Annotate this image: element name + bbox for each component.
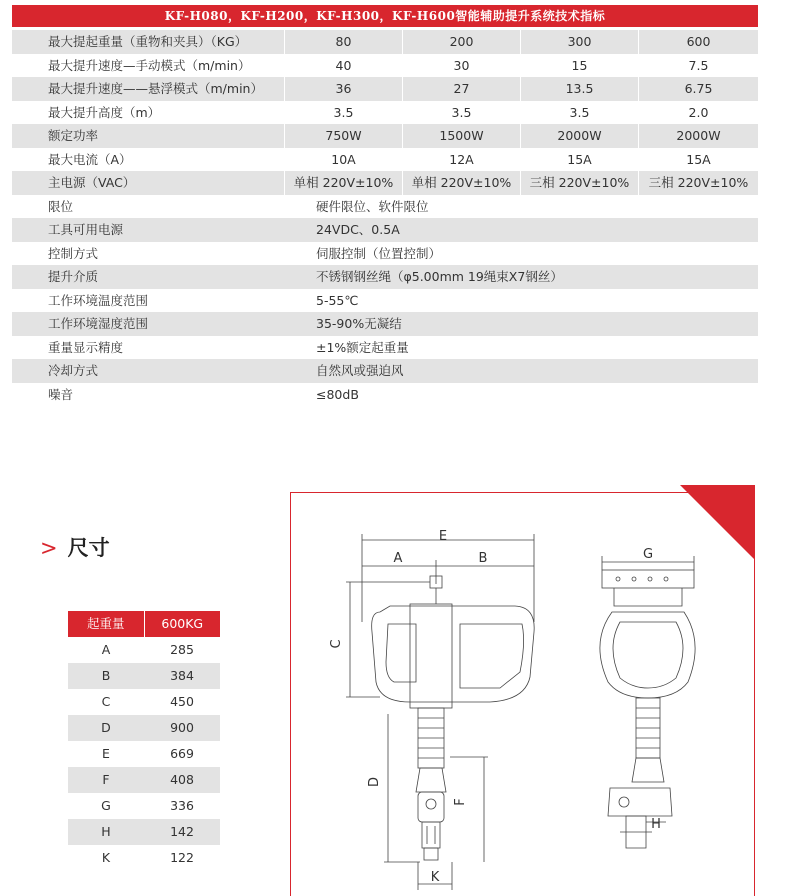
- dimension-key: D: [101, 720, 111, 735]
- spec-value-kf-h600: 600: [638, 30, 758, 54]
- spec-row: [12, 383, 758, 407]
- dimension-value: 336: [170, 798, 194, 813]
- spec-value-kf-h300: 13.5: [520, 77, 638, 101]
- spec-value-kf-h080: 单相 220V±10%: [284, 171, 402, 195]
- label-c: C: [329, 639, 344, 649]
- dimension-key: F: [102, 772, 110, 787]
- dimension-value: 669: [170, 746, 194, 761]
- spec-row-label: 最大提升高度（m）: [48, 104, 161, 120]
- spec-row-label: 额定功率: [48, 128, 99, 143]
- spec-row-value: 5-55℃: [316, 292, 359, 308]
- header-capacity: 600KG: [144, 611, 221, 637]
- spec-value-kf-h300: 15A: [520, 148, 638, 172]
- spec-value-kf-h600: 2.0: [638, 101, 758, 125]
- spec-value-kf-h600: 7.5: [638, 54, 758, 78]
- spec-row-value: 24VDC、0.5A: [316, 222, 400, 237]
- spec-row: [12, 242, 758, 266]
- spec-row: [12, 218, 758, 242]
- spec-row: [12, 265, 758, 289]
- dimension-row: [68, 767, 220, 793]
- spec-value-kf-h300: 3.5: [520, 101, 638, 125]
- spec-row-label: 最大提升速度—手动模式（m/min）: [48, 57, 251, 73]
- label-f: F: [453, 798, 468, 806]
- dimension-row: [68, 793, 220, 819]
- spec-row-value: 伺服控制（位置控制）: [316, 245, 442, 261]
- dimension-value: 450: [170, 694, 194, 709]
- dimensions-heading: [40, 532, 110, 562]
- spec-row: [12, 359, 758, 383]
- dimension-value: 900: [170, 720, 194, 735]
- dimension-row: [68, 637, 220, 663]
- spec-value-kf-h600: 三相 220V±10%: [638, 171, 758, 195]
- spec-row-value: 不锈钢钢丝绳（φ5.00mm 19绳束X7钢丝）: [316, 269, 563, 284]
- label-b: B: [478, 551, 488, 566]
- spec-row: [12, 312, 758, 336]
- dimension-row: [68, 715, 220, 741]
- spec-value-kf-h300: 三相 220V±10%: [520, 171, 638, 195]
- spec-value-kf-h600: 15A: [638, 148, 758, 172]
- spec-row-label: 工具可用电源: [48, 222, 124, 237]
- dimension-row: [68, 845, 220, 871]
- dimension-key: A: [101, 642, 111, 657]
- dimension-row: [68, 663, 220, 689]
- dimension-key: C: [101, 694, 111, 709]
- spec-row: [12, 148, 758, 172]
- label-a: A: [393, 551, 403, 566]
- spec-row-value: 35-90%无凝结: [316, 316, 402, 331]
- dimension-key: H: [101, 824, 111, 839]
- spec-row-value: ±1%额定起重量: [316, 339, 409, 355]
- spec-row-value: ≤80dB: [316, 386, 359, 402]
- spec-value-kf-h200: 27: [402, 77, 520, 101]
- label-g: G: [642, 547, 654, 562]
- spec-row: [12, 54, 758, 78]
- dimension-value: 408: [170, 772, 194, 787]
- spec-row: [12, 101, 758, 125]
- spec-row-label: 工作环境温度范围: [48, 292, 149, 308]
- spec-value-kf-h200: 30: [402, 54, 520, 78]
- spec-row-label: 工作环境湿度范围: [48, 316, 149, 331]
- dimension-key: K: [101, 850, 111, 865]
- header-load: 起重量: [86, 616, 125, 631]
- spec-table-title: KF-H080，KF-H200，KF-H300，KF-H600智能辅助提升系统技术指标: [12, 5, 758, 27]
- spec-row-label: 最大提升速度——悬浮模式（m/min）: [48, 81, 263, 96]
- spec-value-kf-h200: 12A: [402, 148, 520, 172]
- spec-row-value: 硬件限位、软件限位: [316, 198, 429, 214]
- spec-row: [12, 336, 758, 360]
- spec-row-label: 最大电流（A）: [48, 151, 132, 167]
- spec-value-kf-h200: 3.5: [402, 101, 520, 125]
- spec-row: [12, 30, 758, 54]
- dimension-key: E: [102, 746, 110, 761]
- spec-table: [12, 30, 758, 406]
- spec-row-label: 限位: [48, 198, 74, 214]
- spec-row-label: 噪音: [48, 386, 74, 402]
- spec-row: [12, 124, 758, 148]
- spec-row-label: 控制方式: [48, 245, 99, 261]
- spec-value-kf-h600: 6.75: [638, 77, 758, 101]
- spec-value-kf-h300: 15: [520, 54, 638, 78]
- dimension-row: [68, 741, 220, 767]
- spec-value-kf-h080: 40: [284, 54, 402, 78]
- chevron-right-icon: >: [40, 536, 58, 560]
- dimensions-title: 尺寸: [67, 536, 110, 560]
- label-e: E: [438, 529, 448, 544]
- spec-value-kf-h300: 2000W: [520, 124, 638, 148]
- spec-row-label: 冷却方式: [48, 363, 99, 378]
- dimension-key: G: [101, 798, 111, 813]
- spec-row-label: 最大提起重量（重物和夹具）（KG）: [48, 34, 248, 49]
- spec-row: [12, 195, 758, 219]
- dimension-drawing: [290, 492, 755, 896]
- spec-row-label: 主电源（VAC）: [48, 175, 136, 190]
- dimensions-table-header: [68, 611, 220, 637]
- dimension-value: 142: [170, 824, 194, 839]
- label-h: H: [651, 817, 661, 832]
- spec-row: [12, 289, 758, 313]
- dimension-row: [68, 819, 220, 845]
- spec-value-kf-h300: 300: [520, 30, 638, 54]
- dimension-key: B: [101, 668, 111, 683]
- label-k: K: [430, 870, 440, 885]
- spec-value-kf-h080: 750W: [284, 124, 402, 148]
- spec-row-label: 重量显示精度: [48, 339, 124, 355]
- dimension-value: 122: [170, 850, 194, 865]
- spec-value-kf-h200: 单相 220V±10%: [402, 171, 520, 195]
- dimensions-table: [68, 611, 220, 871]
- label-d: D: [367, 776, 382, 788]
- dimension-value: 285: [170, 642, 194, 657]
- spec-value-kf-h080: 36: [284, 77, 402, 101]
- dimension-row: [68, 689, 220, 715]
- dimension-value: 384: [170, 668, 194, 683]
- spec-value-kf-h200: 1500W: [402, 124, 520, 148]
- spec-value-kf-h080: 3.5: [284, 101, 402, 125]
- spec-row-label: 提升介质: [48, 269, 99, 284]
- spec-row-value: 自然风或强迫风: [316, 363, 404, 378]
- spec-row: [12, 171, 758, 195]
- spec-row: [12, 77, 758, 101]
- spec-value-kf-h080: 80: [284, 30, 402, 54]
- spec-value-kf-h600: 2000W: [638, 124, 758, 148]
- spec-value-kf-h080: 10A: [284, 148, 402, 172]
- spec-value-kf-h200: 200: [402, 30, 520, 54]
